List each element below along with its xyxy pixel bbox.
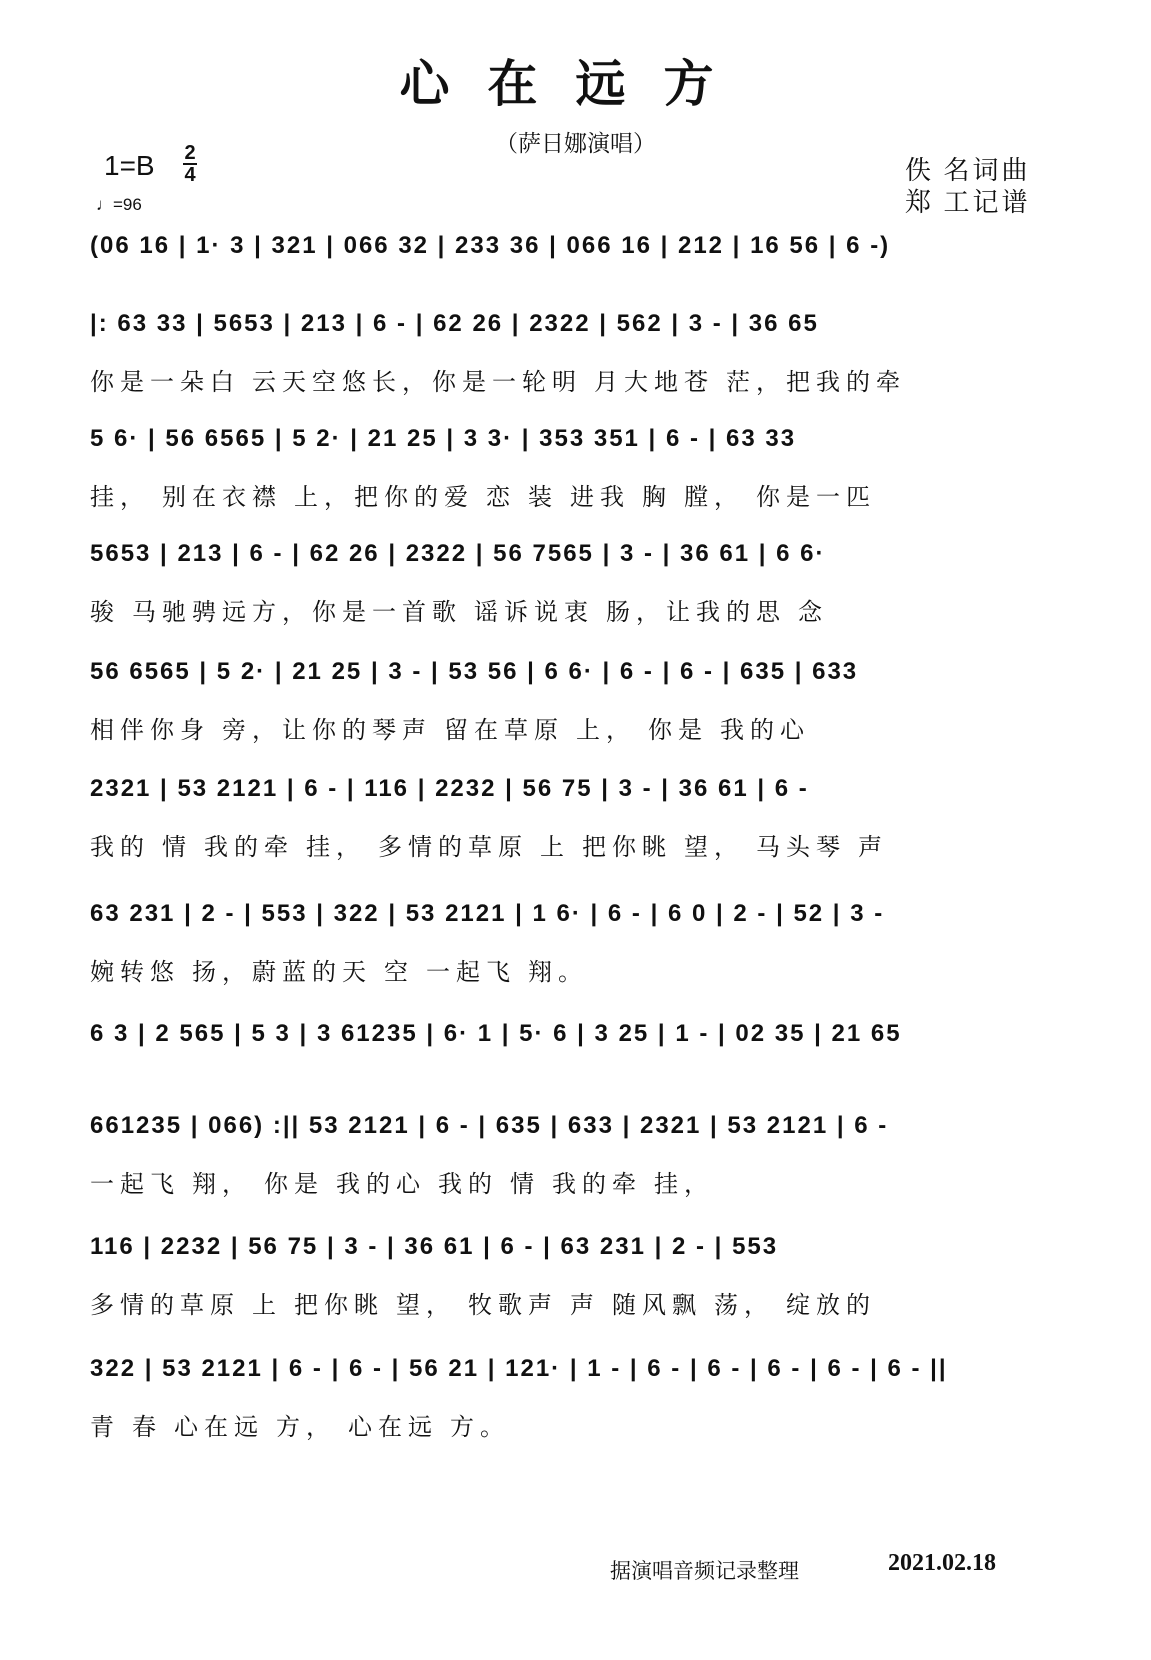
staff-notes: 322 | 53 2121 | 6 - | 6 - | 56 21 | 121· | 1 - | 6 - | 6 - | 6 - | 6 - | 6 - || [90,1355,948,1382]
staff-notes: 116 | 2232 | 56 75 | 3 - | 36 61 | 6 - | 63 231 | 2 - | 553 [90,1233,779,1260]
staff-notes: (06 16 | 1· 3 | 321 | 066 32 | 233 36 | 066 16 | 212 | 16 56 | 6 -) [90,232,891,259]
staff-lyrics: 你是一朵白 云天空悠长，你是一轮明 月大地苍 茫，把我的牵 [90,370,906,396]
page-title: 心在远方 [399,54,752,113]
transcriber-credit: 郑 工记谱 [905,188,1031,217]
staff-notes: 5 6· | 56 6565 | 5 2· | 21 25 | 3 3· | 353 351 | 6 - | 63 33 [90,425,797,452]
staff-lyrics: 相伴你身 旁，让你的琴声 留在草原 上， 你是 我的心 [90,718,810,744]
time-signature-bottom: 4 [184,164,196,186]
staff-notes: 5653 | 213 | 6 - | 62 26 | 2322 | 56 7565 | 3 - | 36 61 | 6 6· [90,540,826,567]
key-signature: 1=B [104,150,155,181]
staff-lyrics: 我的 情 我的牵 挂， 多情的草原 上 把你眺 望， 马头琴 声 [90,835,888,861]
staff-lyrics: 婉转悠 扬，蔚蓝的天 空 一起飞 翔。 [90,960,588,986]
time-signature-top: 2 [184,142,196,164]
staff-lyrics: 一起飞 翔， 你是 我的心 我的 情 我的牵 挂， [90,1172,714,1198]
staff-lyrics: 骏 马驰骋远方，你是一首歌 谣诉说衷 肠，让我的思 念 [90,600,828,626]
time-signature [183,144,197,184]
staff-notes: |: 63 33 | 5653 | 213 | 6 - | 62 26 | 2322 | 562 | 3 - | 36 65 [90,310,819,337]
staff-notes: 6 3 | 2 565 | 5 3 | 3 61235 | 6· 1 | 5· 6 | 3 25 | 1 - | 02 35 | 21 65 [90,1020,902,1047]
staff-lyrics: 挂， 别在衣襟 上，把你的爱 恋 装 进我 胸 膛， 你是一匹 [90,485,876,511]
staff-notes: 63 231 | 2 - | 553 | 322 | 53 2121 | 1 6· | 6 - | 6 0 | 2 - | 52 | 3 - [90,900,885,927]
date-label: 2021.02.18 [888,1550,996,1576]
staff-notes: 56 6565 | 5 2· | 21 25 | 3 - | 53 56 | 6 6· | 6 - | 6 - | 635 | 633 [90,658,859,685]
composer-credit: 佚 名词曲 [905,156,1031,185]
performer-subtitle: （萨日娜演唱） [495,131,656,156]
source-note: 据演唱音频记录整理 [610,1559,799,1583]
tempo-marking: ♩=96 [96,195,142,214]
staff-notes: 661235 | 066) :|| 53 2121 | 6 - | 635 | 633 | 2321 | 53 2121 | 6 - [90,1112,889,1139]
staff-lyrics: 多情的草原 上 把你眺 望， 牧歌声 声 随风飘 荡， 绽放的 [90,1293,876,1319]
staff-lyrics: 青 春 心在远 方， 心在远 方。 [90,1415,510,1441]
staff-notes: 2321 | 53 2121 | 6 - | 116 | 2232 | 56 75 | 3 - | 36 61 | 6 - [90,775,809,802]
